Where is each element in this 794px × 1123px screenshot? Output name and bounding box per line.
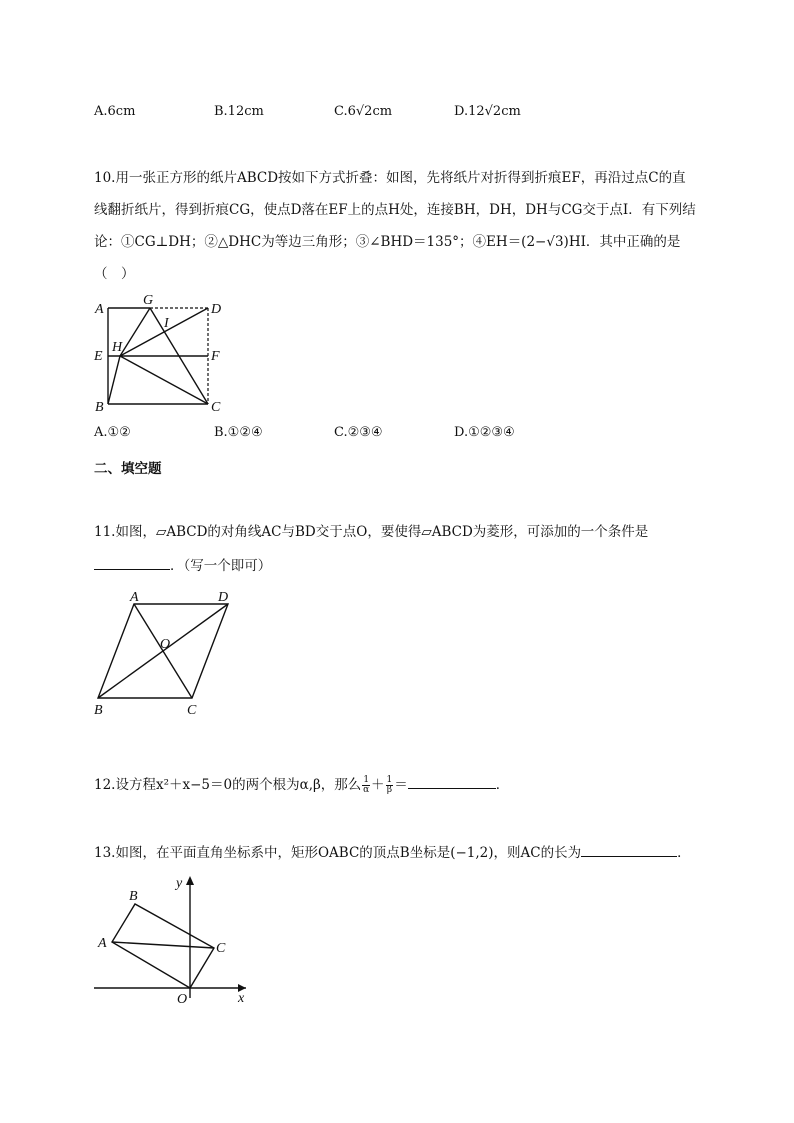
q13-label-y: y [176,876,183,891]
q9-option-c: C.6√2cm [334,104,393,119]
q10-option-c: C.②③④ [334,425,383,440]
q10-label-f: F [211,349,220,364]
q11-figure [88,590,248,720]
q11-label-c: C [187,703,197,718]
q10-label-g: G [143,293,154,308]
q13-label-c: C [216,941,226,956]
q12-plus: ＋ [371,777,385,793]
q10-label-d: D [211,302,222,317]
q11-label-o: O [160,637,171,652]
q10-label-e: E [94,349,103,364]
section-heading-fill-in: 二、填空题 [94,461,162,477]
q12-answer-blank[interactable] [408,774,496,789]
q12-text [94,774,509,795]
q10-label-i: I [164,316,169,331]
q13-label-x: x [238,991,245,1006]
q12-fraction-alpha: $\frac{1}{\alpha}$ [363,775,370,795]
q10-text-line2: 线翻折纸片，得到折痕CG，使点D落在EF上的点H处，连接BH，DH，DH与CG交于点I．有下列结 [94,202,696,218]
q10-label-b: B [95,400,104,415]
q10-label-h: H [112,340,123,355]
q13-figure [90,872,260,1012]
q11-answer-blank[interactable] [94,555,170,570]
q11-suffix: ．（写一个即可） [170,558,272,574]
q10-text-line3: 论：①CG⊥DH；②△DHC为等边三角形；③∠BHD＝135°；④EH＝(2−√3)HI．其中正确的是 [94,234,681,250]
q13-text [94,842,691,863]
q10-text-line1: 10.用一张正方形的纸片ABCD按如下方式折叠：如图，先将纸片对折得到折痕EF，再沿过点C的直 [94,170,686,186]
q12-fraction-beta: $\frac{1}{\beta}$ [386,775,393,795]
q12-end: ． [495,777,510,793]
q12-equals: ＝ [394,777,408,793]
q11-label-a: A [130,590,139,605]
q13-label-b: B [129,889,138,904]
q10-figure [90,292,240,417]
q10-label-c: C [211,400,221,415]
q11-label-d: D [218,590,229,605]
q10-label-a: A [95,302,104,317]
q13-label-o: O [177,992,188,1007]
q10-option-d: D.①②③④ [454,425,515,440]
q10-text-line4: （ ） [94,266,135,282]
q9-option-b: B.12cm [214,104,264,119]
q9-option-a: A.6cm [94,104,136,119]
q10-option-b: B.①②④ [214,425,263,440]
q9-option-d: D.12√2cm [454,104,521,119]
q13-prefix: 13.如图，在平面直角坐标系中，矩形OABC的顶点B坐标是(−1,2)，则AC的长为 [94,845,582,861]
q13-end: ． [677,845,691,861]
q11-text-line2 [94,555,271,576]
q11-text-line1: 11.如图，▱ABCD的对角线AC与BD交于点O，要使得▱ABCD为菱形，可添加的一个条件是 [94,524,649,540]
q11-label-b: B [94,703,103,718]
q13-answer-blank[interactable] [581,842,677,857]
q13-label-a: A [98,936,107,951]
q12-prefix: 12.设方程x²＋x−5＝0的两个根为α,β，那么 [94,777,362,793]
q10-option-a: A.①② [94,425,131,440]
